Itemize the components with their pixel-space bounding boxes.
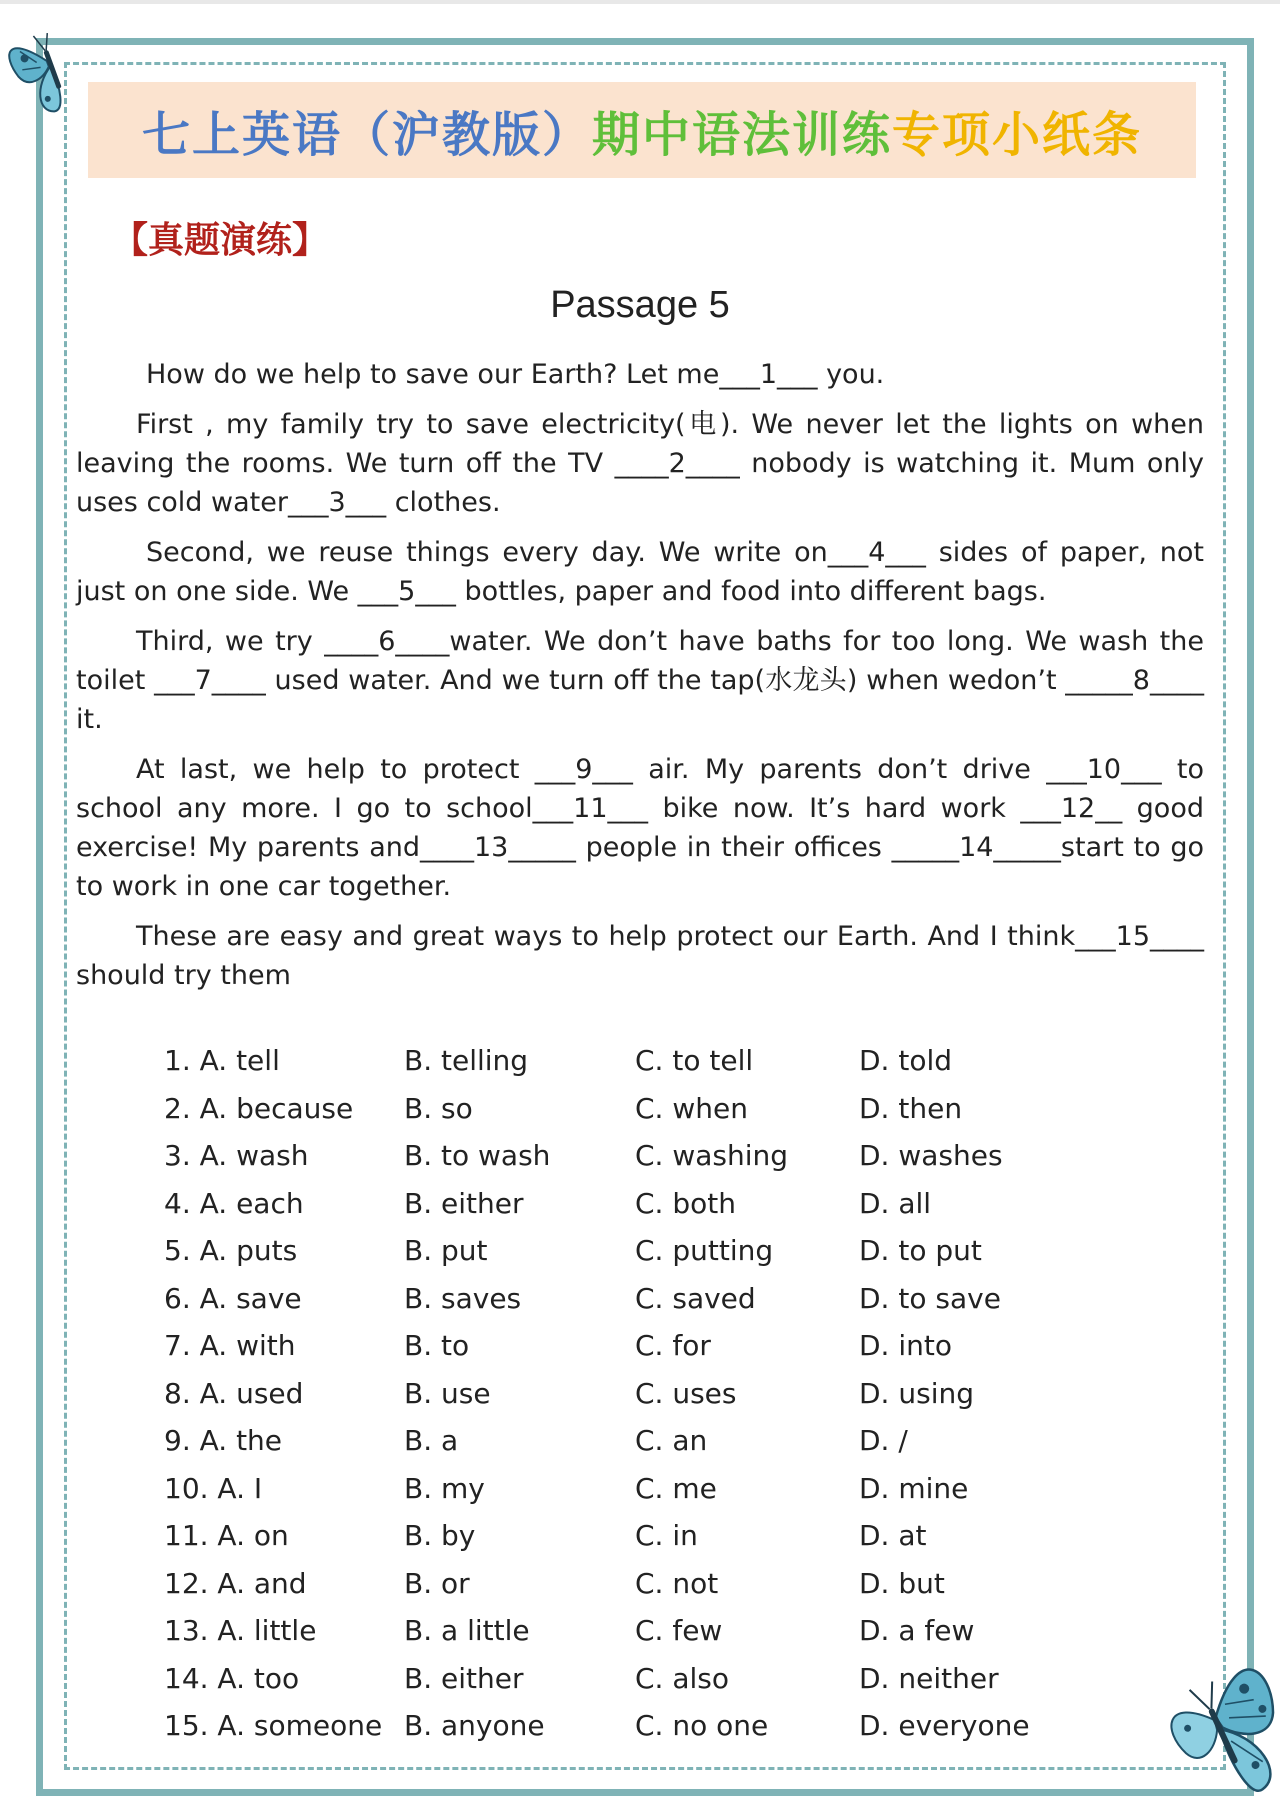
option-b: B. telling <box>404 1044 529 1078</box>
option-a: 12. A. and <box>164 1566 307 1600</box>
question-row <box>164 1655 1164 1703</box>
option-d: D. / <box>859 1424 908 1458</box>
option-d: D. mine <box>859 1471 969 1505</box>
option-d: D. washes <box>859 1139 1003 1173</box>
option-d: D. at <box>859 1519 927 1553</box>
passage-paragraph: Third, we try ____6____water. We don’t have baths for too long. We wash the toilet ___7____ used water. And we turn off the tap(水龙头) when wedon’t _____8____ it. <box>76 626 1204 735</box>
option-b: B. use <box>404 1376 491 1410</box>
question-row <box>164 1085 1164 1133</box>
option-c: C. for <box>635 1329 711 1363</box>
option-b: B. a little <box>404 1614 530 1648</box>
passage-paragraph: First , my family try to save electricity(电). We never let the lights on when leaving the rooms. We turn off the TV ____2____ nobody is watching it. Mum only uses cold water___3___ clothes. <box>76 409 1204 518</box>
option-b: B. either <box>404 1186 524 1220</box>
passage-paragraph: At last, we help to protect ___9___ air. My parents don’t drive ___10___ to school any more. I go to school___11___ bike now. It’s hard work ___12__ good exercise! My parents and____13_____ people in their offices _____14_____start to go to work in one car together. <box>76 754 1204 902</box>
option-d: D. but <box>859 1566 945 1600</box>
option-c: C. washing <box>635 1139 789 1173</box>
option-d: D. all <box>859 1186 932 1220</box>
option-a: 15. A. someone <box>164 1709 383 1743</box>
option-d: D. everyone <box>859 1709 1030 1743</box>
question-row <box>164 1037 1164 1085</box>
question-row <box>164 1132 1164 1180</box>
option-d: D. to save <box>859 1281 1001 1315</box>
option-c: C. few <box>635 1614 723 1648</box>
option-a: 5. A. puts <box>164 1234 298 1268</box>
question-row <box>164 1227 1164 1275</box>
option-b: B. to <box>404 1329 470 1363</box>
option-a: 1. A. tell <box>164 1044 280 1078</box>
butterfly-icon <box>8 10 92 118</box>
option-b: B. saves <box>404 1281 522 1315</box>
section-label: 【真题演练】 <box>112 220 329 261</box>
question-row <box>164 1512 1164 1560</box>
question-row <box>164 1560 1164 1608</box>
option-a: 10. A. I <box>164 1471 263 1505</box>
option-d: D. a few <box>859 1614 975 1648</box>
option-c: C. not <box>635 1566 719 1600</box>
option-c: C. when <box>635 1091 748 1125</box>
option-b: B. a <box>404 1424 459 1458</box>
option-a: 9. A. the <box>164 1424 283 1458</box>
question-options-list <box>164 1037 1164 1750</box>
option-b: B. put <box>404 1234 488 1268</box>
option-d: D. neither <box>859 1661 999 1695</box>
option-a: 7. A. with <box>164 1329 296 1363</box>
option-c: C. saved <box>635 1281 756 1315</box>
question-row <box>164 1275 1164 1323</box>
option-a: 14. A. too <box>164 1661 300 1695</box>
option-d: D. then <box>859 1091 963 1125</box>
option-a: 3. A. wash <box>164 1139 309 1173</box>
passage-paragraph: How do we help to save our Earth? Let me___1___ you. <box>146 359 885 390</box>
butterfly-icon <box>1160 1636 1280 1809</box>
title-part-topic: 期中语法训练 <box>591 106 892 163</box>
option-c: C. in <box>635 1519 698 1553</box>
option-a: 4. A. each <box>164 1186 304 1220</box>
passage-title: Passage 5 <box>550 284 730 326</box>
option-d: D. into <box>859 1329 952 1363</box>
option-c: C. me <box>635 1471 717 1505</box>
option-a: 2. A. because <box>164 1091 354 1125</box>
option-a: 13. A. little <box>164 1614 317 1648</box>
option-b: B. or <box>404 1566 470 1600</box>
question-row <box>164 1370 1164 1418</box>
option-c: C. also <box>635 1661 730 1695</box>
passage-paragraph: Second, we reuse things every day. We write on___4___ sides of paper, not just on one side. We ___5___ bottles, paper and food into different bags. <box>76 537 1204 607</box>
option-a: 11. A. on <box>164 1519 289 1553</box>
option-c: C. putting <box>635 1234 774 1268</box>
option-d: D. to put <box>859 1234 982 1268</box>
question-row <box>164 1607 1164 1655</box>
option-c: C. to tell <box>635 1044 754 1078</box>
option-b: B. so <box>404 1091 473 1125</box>
question-row <box>164 1465 1164 1513</box>
question-row <box>164 1417 1164 1465</box>
title-part-type: 专项小纸条 <box>892 106 1143 163</box>
option-c: C. uses <box>635 1376 737 1410</box>
passage-paragraph: These are easy and great ways to help protect our Earth. And I think___15____ should try them <box>76 921 1204 991</box>
top-divider <box>0 0 1280 4</box>
title-part-subject: 七上英语（沪教版） <box>141 106 592 163</box>
option-c: C. both <box>635 1186 736 1220</box>
option-c: C. an <box>635 1424 708 1458</box>
option-d: D. using <box>859 1376 974 1410</box>
option-b: B. to wash <box>404 1139 551 1173</box>
page-title-banner <box>88 82 1196 178</box>
option-c: C. no one <box>635 1709 769 1743</box>
option-b: B. either <box>404 1661 524 1695</box>
question-row <box>164 1180 1164 1228</box>
option-a: 8. A. used <box>164 1376 304 1410</box>
question-row <box>164 1702 1164 1750</box>
option-a: 6. A. save <box>164 1281 302 1315</box>
option-b: B. my <box>404 1471 485 1505</box>
passage-text <box>76 355 1204 1006</box>
option-d: D. told <box>859 1044 953 1078</box>
option-b: B. anyone <box>404 1709 545 1743</box>
option-b: B. by <box>404 1519 476 1553</box>
question-row <box>164 1322 1164 1370</box>
